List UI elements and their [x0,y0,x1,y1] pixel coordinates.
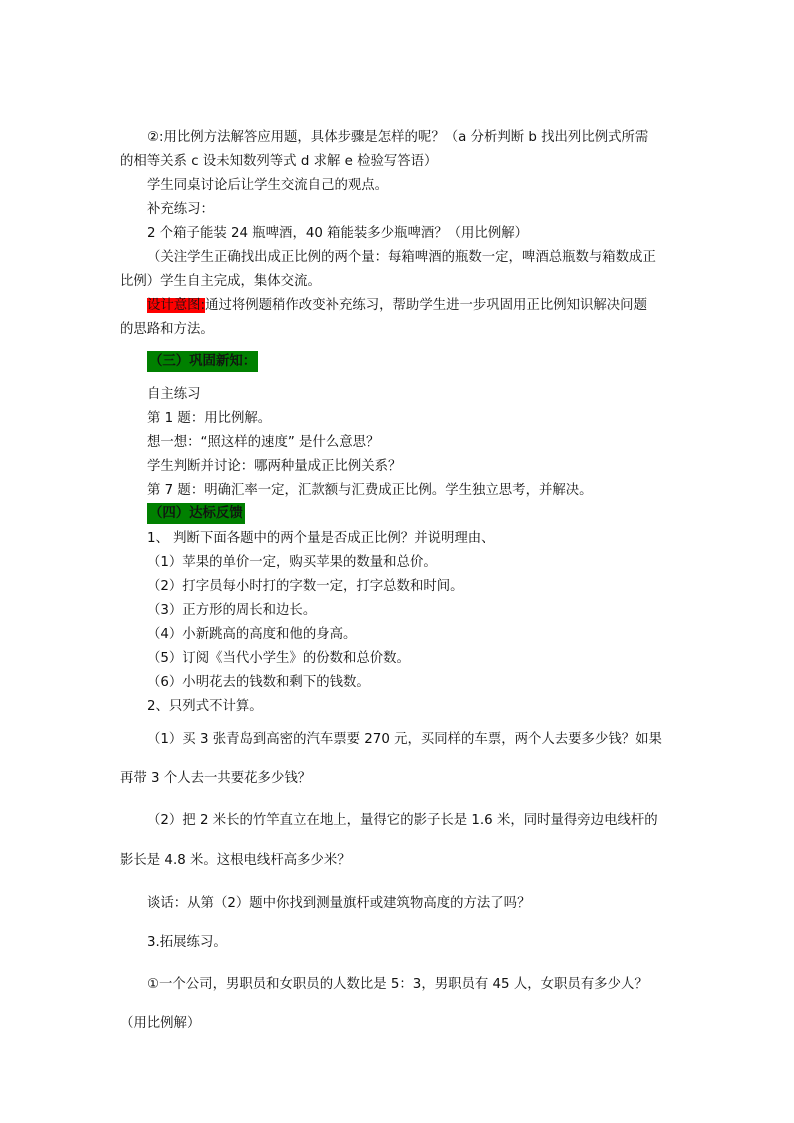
paragraph-line: （2）把 2 米长的竹竿直立在地上，量得它的影子长是 1.6 米，同时量得旁边电线杆的 [147,813,658,828]
paragraph-line: 自主练习 [147,387,201,402]
paragraph-line: 学生判断并讨论：哪两种量成正比例关系？ [147,459,402,474]
paragraph-line: 比例）学生自主完成，集体交流。 [120,274,321,289]
paragraph-line: （关注学生正确找出成正比例的两个量：每箱啤酒的瓶数一定，啤酒总瓶数与箱数成正 [147,250,656,265]
design-intent-label: 设计意图: [147,298,206,313]
paragraph-line: 的思路和方法。 [120,322,214,337]
paragraph-line: 影长是 4.8 米。这根电线杆高多少米？ [120,853,351,868]
paragraph-line: 学生同桌讨论后让学生交流自己的观点。 [147,178,389,193]
list-item: （5）订阅《当代小学生》的份数和总价数。 [147,651,410,666]
paragraph-line: 3.拓展练习。 [147,935,227,950]
list-item: （2）打字员每小时打的字数一定，打字总数和时间。 [147,579,464,594]
design-intent-text: 通过将例题稍作改变补充练习，帮助学生进一步巩固用正比例知识解决问题 [205,298,647,313]
paragraph-line: ②:用比例方法解答应用题，具体步骤是怎样的呢？（a 分析判断 b 找出列比例式所需 [147,130,649,145]
section-heading [147,353,258,371]
paragraph-line: ①一个公司，男职员和女职员的人数比是 5：3，男职员有 45 人，女职员有多少人？ [147,977,648,992]
paragraph-line: （用比例解） [120,1016,201,1031]
design-intent-line [147,297,647,315]
section-heading [147,505,245,523]
paragraph-line: 2 个箱子能装 24 瓶啤酒，40 箱能装多少瓶啤酒？（用比例解） [147,226,528,241]
paragraph-line: 的相等关系 c 设未知数列等式 d 求解 e 检验写答语） [120,154,438,169]
list-item: （6）小明花去的钱数和剩下的钱数。 [147,675,370,690]
list-item: （1）苹果的单价一定，购买苹果的数量和总价。 [147,555,437,570]
list-item: （4）小新跳高的高度和他的身高。 [147,627,357,642]
paragraph-line: 谈话：从第（2）题中你找到测量旗杆或建筑物高度的方法了吗？ [147,896,531,911]
paragraph-line: 第 1 题：用比例解。 [147,411,272,426]
section-heading-4: （四）达标反馈 [147,503,245,524]
paragraph-line: 补充练习： [147,202,214,217]
paragraph-line: 2、只列式不计算。 [147,699,263,714]
section-heading-3: （三）巩固新知： [147,351,258,372]
paragraph-line: 1、 判断下面各题中的两个量是否成正比例？并说明理由、 [147,531,495,546]
paragraph-line: 再带 3 个人去一共要花多少钱？ [120,771,312,786]
list-item: （3）正方形的周长和边长。 [147,603,317,618]
paragraph-line: （1）买 3 张青岛到高密的汽车票要 270 元，买同样的车票，两个人去要多少钱？如果 [147,732,662,747]
paragraph-line: 第 7 题：明确汇率一定，汇款额与汇费成正比例。学生独立思考，并解决。 [147,483,593,498]
paragraph-line: 想一想：“照这样的速度” 是什么意思？ [147,435,380,450]
